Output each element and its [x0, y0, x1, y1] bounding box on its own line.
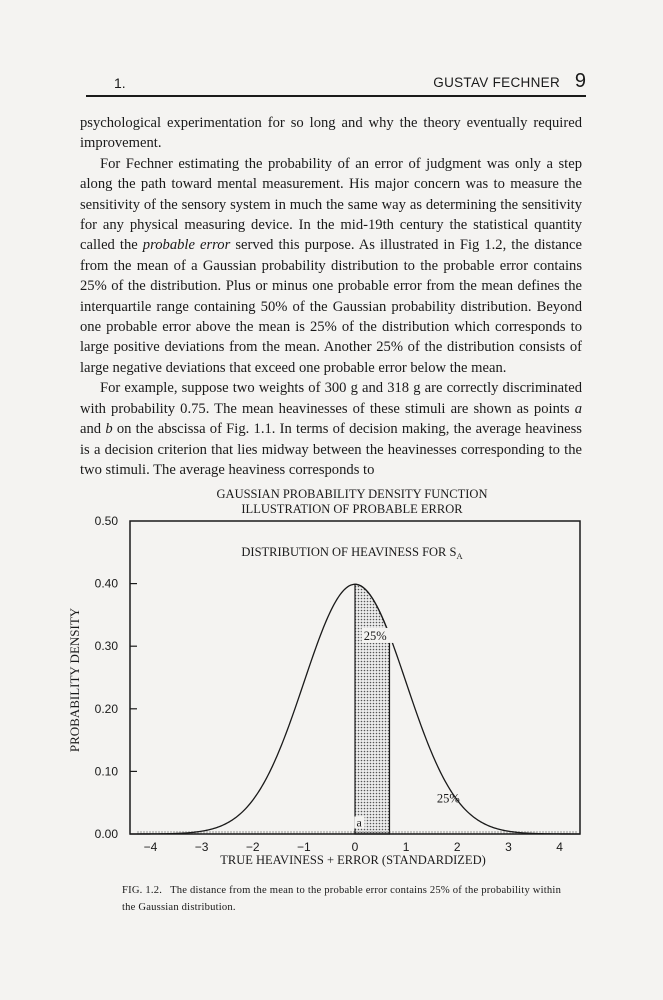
- x-tick-label: 4: [556, 840, 563, 854]
- y-tick-labels: [95, 514, 119, 841]
- x-tick-label: −3: [194, 840, 209, 854]
- caption-text: The distance from the mean to the probable error contains 25% of the probability within the Gaussian distribution.: [122, 885, 562, 913]
- point-a-italic: a: [574, 400, 582, 417]
- chapter-number: 1.: [114, 75, 126, 91]
- term-probable-error: probable error: [142, 237, 231, 254]
- paragraph-3-text-b: on the abscissa of Fig. 1.1. In terms of decision making, the average heaviness is a decision criterion that lies midway between the heavinesses corresponding to the two stimuli. The average heaviness corresponds to: [80, 421, 582, 478]
- x-tick-label: 3: [505, 840, 512, 854]
- y-ticks: [130, 584, 137, 772]
- caption-label: FIG. 1.2.: [122, 885, 163, 896]
- x-tick-label: −4: [143, 840, 158, 854]
- x-tick-labels: [144, 840, 564, 854]
- paragraph-3-and: and: [80, 421, 106, 438]
- paragraph-3-text-a: For example, suppose two weights of 300 g and 318 g are correctly discriminated with probability 0.75. The mean heavinesses of these stimuli are shown as points: [80, 380, 582, 417]
- y-tick-label: 0.50: [94, 514, 118, 528]
- page-number: 9: [574, 70, 586, 92]
- paragraph-1-text: psychological experimentation for so long and why the theory eventually required improvement.: [80, 115, 582, 152]
- y-tick-label: 0.40: [94, 576, 118, 591]
- paragraph-2-text-b: served this purpose. As illustrated in Fig 1.2, the distance from the mean of a Gaussian probability distribution to the probable error contains 25% of the distribution. Plus or minus one probable error from the mean defines the interquartile range containing 50% of the Gaussian probability distribution. Beyond one probable error above the mean is 25% of the distribution which corresponds to large positive deviations from the mean. Another 25% of the distribution consists of large negative deviations that exceed one probable error below the mean.: [80, 237, 583, 376]
- x-axis-label: TRUE HEAVINESS + ERROR (STANDARDIZED): [220, 853, 486, 867]
- annotation-25-percent: 25%: [363, 628, 387, 643]
- y-tick-label: 0.00: [94, 827, 118, 841]
- x-tick-label: 2: [453, 840, 461, 854]
- x-tick-label: −2: [245, 840, 260, 854]
- chart-subtitle: ILLUSTRATION OF PROBABLE ERROR: [241, 502, 463, 516]
- annotation-25-percent: 25%: [436, 791, 460, 806]
- running-head-title: GUSTAV FECHNER: [433, 75, 560, 90]
- point-b-italic: b: [105, 421, 113, 438]
- inner-distribution-label: DISTRIBUTION OF HEAVINESS FOR $S_A$: [241, 545, 463, 561]
- chart-title: GAUSSIAN PROBABILITY DENSITY FUNCTION: [216, 487, 488, 501]
- y-tick-label: 0.20: [94, 701, 118, 716]
- paragraph-2-text-a: For Fechner estimating the probability of an error of judgment was only a step along the path toward mental measurement. His major concern was to measure the sensitivity of the sensory system in much the same way as determining the sensitivity for any physical measuring device. In the mid-19th century the statistical quantity called the: [80, 155, 582, 254]
- annotation-point-a: a: [356, 815, 362, 830]
- y-tick-label: 0.30: [94, 639, 118, 654]
- y-tick-label: 0.10: [94, 764, 118, 779]
- x-tick-label: 1: [402, 840, 410, 854]
- figure-caption: [122, 882, 562, 916]
- y-axis-label: PROBABILITY DENSITY: [67, 607, 82, 753]
- x-tick-label: −1: [297, 840, 311, 854]
- x-tick-label: 0: [351, 840, 359, 854]
